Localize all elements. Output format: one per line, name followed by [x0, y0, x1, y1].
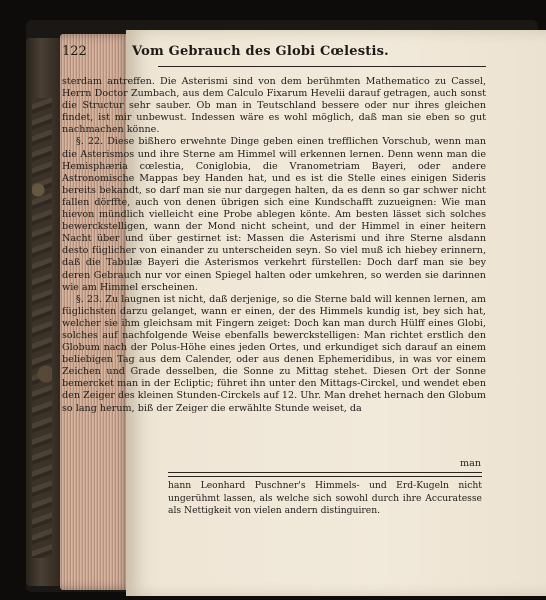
page-header: [62, 44, 482, 66]
book-cover: [26, 38, 64, 586]
footnote: hann Leonhard Puschner's Himmels- und Erd-Kugeln nicht ungerühmt lassen, als welche sich sowohl durch ihre Accuratesse als Nettigkeit von vielen andern distinguiren.: [168, 480, 482, 517]
footnote-rule-2: [168, 476, 482, 477]
paragraph: sterdam antreffen. Die Asterismi sind von dem berühmten Mathematico zu Cassel, Herrn Doctor Zumbach, aus dem Calculo Fixarum Hevelii darauf getragen, auch sonst die Structur sehr sauber. Ob man in Teutschland bessere oder nur ihres gleichen findet, ist mir unbewust. Indessen wäre es wohl möglich, daß man sie eben so gut nachmachen könne.: [62, 76, 486, 136]
page-number: 122: [62, 44, 87, 59]
body-text: [62, 76, 486, 415]
catchword: man: [460, 458, 481, 469]
paragraph-section-22: §. 22. Diese bißhero erwehnte Dinge geben einen trefflichen Vorschub, wenn man die Asterismos und ihre Sterne am Himmel will erkennen lernen. Denn wenn man die Hemisphæria cœlestia, Coniglobia, die Vranometriam Bayeri, oder andere Astronomische Mappas bey Handen hat, und es ist die Stelle eines einigen Sideris bereits bekandt, so darf man sie nur dargegen halten, da es denn so gar schwer nicht fallen dörffte, auch von denen übrigen sich eine Kundschafft zuzueignen: Wie man hievon mündlich vielleicht eine Probe ablegen könte. Am besten lässet sich solches bewerckstelligen, wann der Mond nicht scheint, und der Himmel in einer heitern Nacht über und über gestirnet ist: Massen die Asterismi und ihre Sterne alsdann desto füglicher von einander zu unterscheiden seyn. So viel muß ich hiebey erinnern, daß die Tabulæ Bayeri die Asterismos verkehrt fürstellen: Doch darf man sie bey deren Gebrauch nur vor einen Spiegel halten oder umkehren, so werden sie darinnen wie am Himmel erscheinen.: [62, 136, 486, 293]
paragraph-section-23: §. 23. Zu laugnen ist nicht, daß derjenige, so die Sterne bald will kennen lernen, am füglichsten darzu gelanget, wann er einen, der des Himmels kundig ist, bey sich hat, welcher sie ihm gleichsam mit Fingern zeiget: Doch kan man durch Hülff eines Globi, solches auf nachfolgende Weise ebenfalls bewerckstelligen: Man richtet erstlich den Globum nach der Polus-Höhe eines jeden Ortes, und erkundiget sich darauf an einem beliebigen Tag aus dem Calender, oder aus denen Ephemeridibus, in was vor einem Zeichen und Grade desselben, die Sonne zu Mittag stehet. Diesen Ort der Sonne bemercket man in der Ecliptic; führet ihn unter den Mittags-Circkel, und wendet eben den Zeiger des kleinen Stunden-Circkels auf 12. Uhr. Man drehet hernach den Globum so lang herum, biß der Zeiger die erwählte Stunde weiset, da: [62, 293, 486, 414]
footnote-rule: [168, 472, 482, 473]
header-rule: [158, 66, 486, 67]
running-title: Vom Gebrauch des Globi Cœlestis.: [132, 44, 389, 59]
